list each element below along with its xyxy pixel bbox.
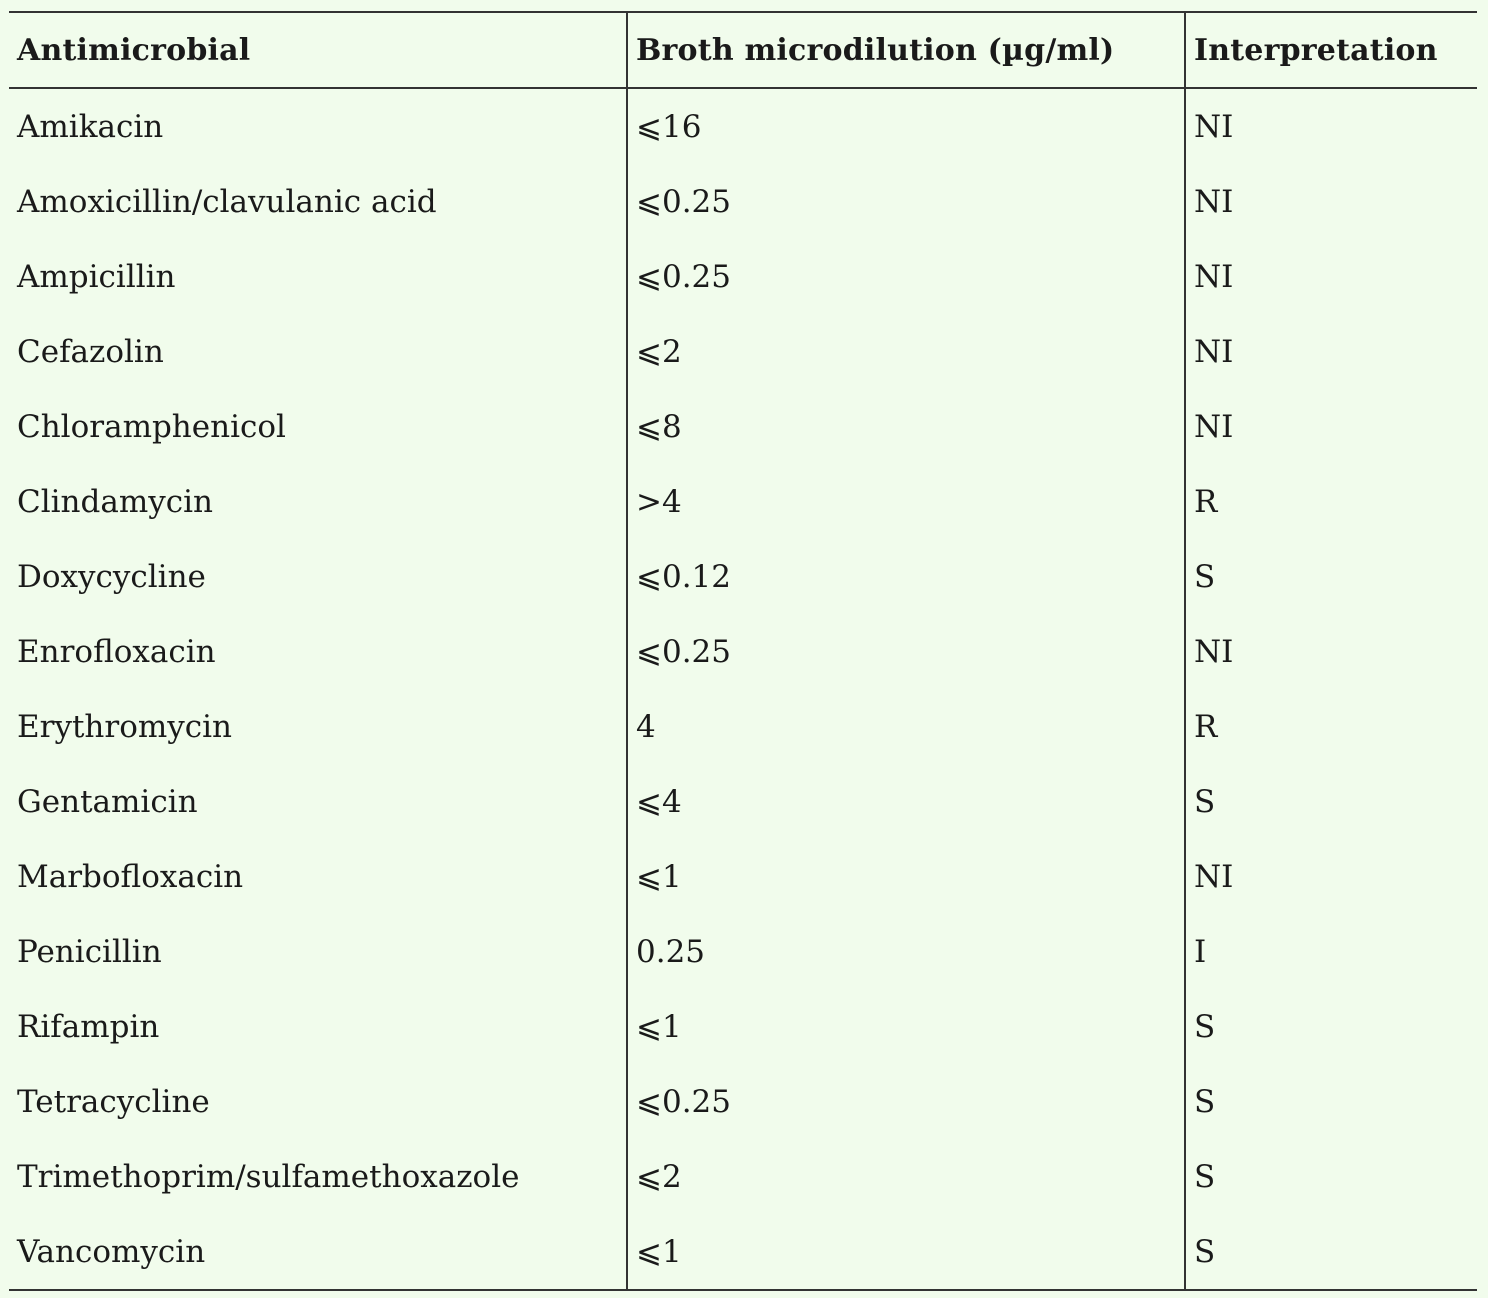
cell-mic-value: ⩽1: [627, 1214, 1185, 1290]
table-row: [9, 164, 1477, 239]
cell-interpretation: R: [1185, 689, 1477, 764]
table-row: [9, 88, 1477, 164]
table-row: [9, 1214, 1477, 1290]
cell-interpretation: S: [1185, 1214, 1477, 1290]
cell-antimicrobial: Enrofloxacin: [17, 633, 216, 670]
cell-interpretation: I: [1185, 914, 1477, 989]
table-row: [9, 914, 1477, 989]
table-row: [9, 314, 1477, 389]
cell-mic-value: ⩽16: [627, 88, 1185, 164]
cell-mic-value: ⩽2: [627, 314, 1185, 389]
cell-mic-value: ⩽0.25: [627, 1064, 1185, 1139]
cell-antimicrobial: Vancomycin: [17, 1233, 206, 1270]
cell-interpretation: NI: [1185, 614, 1477, 689]
cell-antimicrobial: Tetracycline: [17, 1083, 210, 1120]
table-row: [9, 239, 1477, 314]
cell-mic-value: ⩽0.25: [627, 164, 1185, 239]
cell-interpretation: R: [1185, 464, 1477, 539]
cell-antimicrobial: Doxycycline: [17, 558, 206, 595]
header-row: [9, 12, 1477, 88]
table-row: [9, 464, 1477, 539]
cell-interpretation: S: [1185, 539, 1477, 614]
cell-interpretation: S: [1185, 1139, 1477, 1214]
table-row: [9, 989, 1477, 1064]
table-row: [9, 1139, 1477, 1214]
table-row: [9, 539, 1477, 614]
cell-antimicrobial: Trimethoprim/sulfamethoxazole: [17, 1158, 520, 1195]
cell-interpretation: S: [1185, 764, 1477, 839]
cell-antimicrobial: Clindamycin: [17, 483, 213, 520]
cell-antimicrobial: Ampicillin: [17, 258, 176, 295]
cell-antimicrobial: Amikacin: [17, 108, 164, 145]
cell-mic-value: ⩽1: [627, 989, 1185, 1064]
cell-mic-value: ⩽2: [627, 1139, 1185, 1214]
susceptibility-table-container: [9, 11, 1477, 1291]
table-row: [9, 764, 1477, 839]
table-row: [9, 389, 1477, 464]
table-row: [9, 689, 1477, 764]
table-row: [9, 1064, 1477, 1139]
cell-mic-value: 4: [627, 689, 1185, 764]
cell-mic-value: 0.25: [627, 914, 1185, 989]
cell-interpretation: NI: [1185, 88, 1477, 164]
cell-antimicrobial: Marbofloxacin: [17, 858, 244, 895]
cell-mic-value: ⩽1: [627, 839, 1185, 914]
cell-interpretation: NI: [1185, 239, 1477, 314]
cell-antimicrobial: Gentamicin: [17, 783, 198, 820]
cell-interpretation: NI: [1185, 389, 1477, 464]
cell-interpretation: S: [1185, 989, 1477, 1064]
cell-antimicrobial: Chloramphenicol: [17, 408, 286, 445]
cell-mic-value: ⩽0.12: [627, 539, 1185, 614]
cell-mic-value: ⩽4: [627, 764, 1185, 839]
table-row: [9, 839, 1477, 914]
cell-interpretation: NI: [1185, 164, 1477, 239]
header-antimicrobial: Antimicrobial: [17, 32, 251, 68]
table-body: [9, 88, 1477, 1290]
susceptibility-table: [9, 11, 1477, 1291]
cell-interpretation: NI: [1185, 839, 1477, 914]
cell-antimicrobial: Cefazolin: [17, 333, 164, 370]
cell-antimicrobial: Erythromycin: [17, 708, 233, 745]
cell-interpretation: NI: [1185, 314, 1477, 389]
cell-interpretation: S: [1185, 1064, 1477, 1139]
table-row: [9, 614, 1477, 689]
cell-antimicrobial: Amoxicillin/clavulanic acid: [17, 183, 437, 220]
cell-mic-value: ⩽8: [627, 389, 1185, 464]
cell-antimicrobial: Penicillin: [17, 933, 162, 970]
cell-mic-value: ⩽0.25: [627, 239, 1185, 314]
header-broth-microdilution: Broth microdilution (µg/ml): [627, 12, 1185, 88]
cell-antimicrobial: Rifampin: [17, 1008, 160, 1045]
table-header: [9, 12, 1477, 88]
cell-mic-value: >4: [627, 464, 1185, 539]
header-interpretation: Interpretation: [1185, 12, 1477, 88]
cell-mic-value: ⩽0.25: [627, 614, 1185, 689]
